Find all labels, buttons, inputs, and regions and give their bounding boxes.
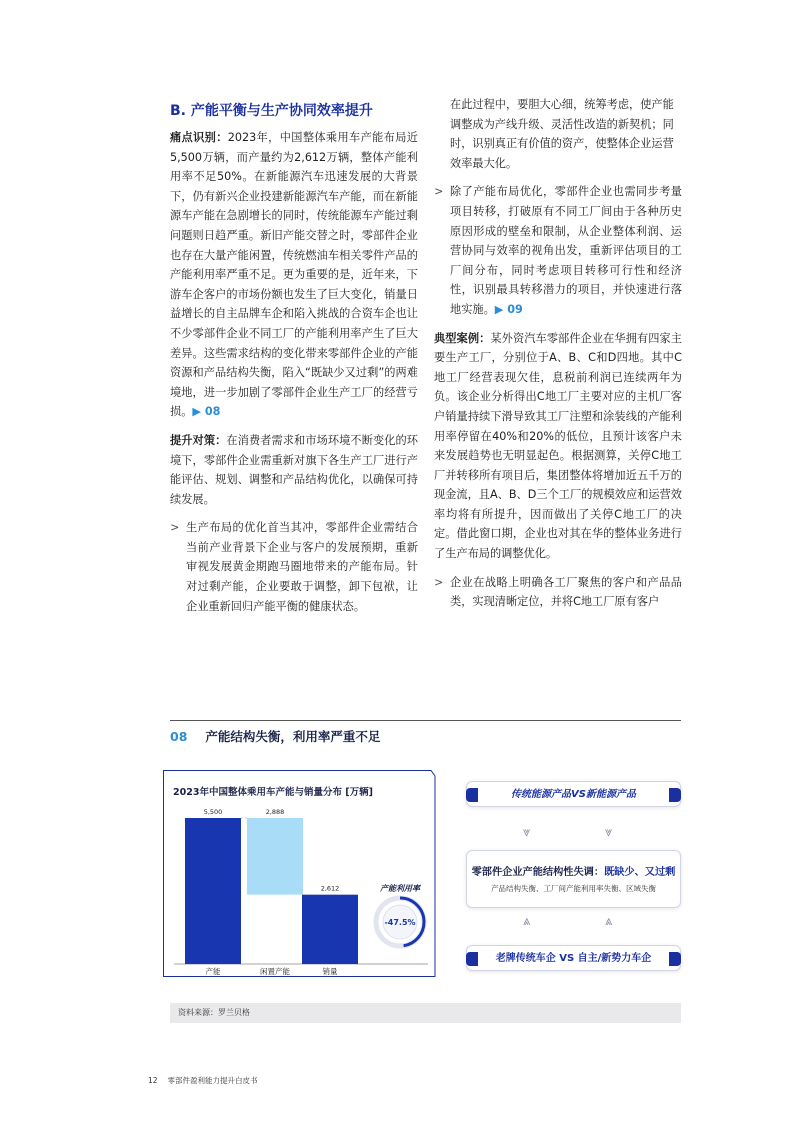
bar-value-label: 2,888 xyxy=(265,808,285,816)
pill-cap xyxy=(669,952,681,966)
bar-value-label: 5,500 xyxy=(203,808,223,816)
pill-cap xyxy=(466,788,478,802)
bullet-mark: > xyxy=(170,521,180,535)
pain-point-paragraph xyxy=(170,128,418,422)
flow-middle-subtitle: 产品结构失衡、工厂间产能利用率失衡、区域失衡 xyxy=(491,884,656,893)
bullet-text: 除了产能布局优化，零部件企业也需同步考量项目转移，打破原有不同工厂间由于各种历史原因形成的壁垒和限制，从企业整体利润、运营协同与效率的视角出发，重新评估项目的工厂间分布，同时考虑项目转移可行性和经济性，识别最具转移潜力的项目，并快速进行落地实施。 xyxy=(450,185,682,316)
figure-number: 08 xyxy=(170,729,188,744)
flow-bottom-label: 老牌传统车企 VS 自主/新势力车企 xyxy=(495,953,652,964)
chart-title: 2023年中国整体乘用车产能与销量分布 [万辆] xyxy=(173,787,373,798)
utilization-label: 产能利用率 xyxy=(380,884,420,893)
section-title: B. 产能平衡与生产协同效率提升 xyxy=(170,103,373,119)
utilization-value: -47.5% xyxy=(384,918,416,927)
pain-point-lead: 痛点识别： xyxy=(170,131,228,144)
chevron-down-icon: ⩔ xyxy=(605,825,613,840)
measure-paragraph xyxy=(170,431,418,509)
figure-divider xyxy=(170,720,681,721)
continued-text: 在此过程中，要胆大心细，统筹考虑，使产能调整成为产线升级、灵活性改造的新契机；同时，识别真正有价值的资产，使整体企业运营效率最大化。 xyxy=(450,98,674,170)
bullet-text: 生产布局的优化首当其冲，零部件企业需结合当前产业背景下企业与客户的发展预期，重新审视发展黄金期跑马圈地带来的产能布局。针对过剩产能，企业要敢于调整，卸下包袱，让企业重新回归产能平衡的健康状态。 xyxy=(186,521,418,613)
pill-cap xyxy=(466,952,478,966)
case-lead: 典型案例： xyxy=(434,331,491,345)
case-text: 某外资汽车零部件企业在华拥有四家主要生产工厂，分别位于A、B、C和D四地。其中C地工厂经营表现欠佳，息税前利润已连续两年为负。该企业分析得出C地工厂主要对应的主机厂客户销量持续下滑导致其工厂注塑和涂装线的产能利用率停留在40%和20%的低位，且预计该客户未来发展趋势也无明显起色。根据测算，关停C地工厂并转移所有项目后，集团整体将增加近五千万的现金流，且A、B、D三个工厂的规模效应和运营效率均将有所提升，因而做出了关停C地工厂的决定。借此窗口期，企业也对其在华的整体业务进行了生产布局的调整优化。 xyxy=(434,331,682,561)
figure-source: 资料来源：罗兰贝格 xyxy=(170,1003,681,1023)
bullet-mark: > xyxy=(434,575,444,589)
bullet-strategy xyxy=(434,573,682,612)
flow-top-box xyxy=(466,781,681,807)
bar-value-label: 2,612 xyxy=(320,884,340,893)
chevron-up-icon: ⩓ xyxy=(605,914,613,929)
bar-1 xyxy=(185,818,241,964)
figure-ref-09[interactable]: ▶ 09 xyxy=(494,302,523,316)
page-number: 12 xyxy=(148,1076,158,1085)
measure-text: 在消费者需求和市场环境不断变化的环境下，零部件企业需重新对旗下各生产工厂进行产能评估、规划、调整和产品结构优化，以确保可持续发展。 xyxy=(170,433,418,506)
pain-point-text: 2023年，中国整体乘用车产能布局近5,500万辆，而产量约为2,612万辆，整体产能利用率不足50%。在新能源汽车迅速发展的大背景下，仍有新兴企业投建新能源汽车产能，而在新能源车产能在急剧增长的同时，传统能源车产能过剩问题则日趋严重。新旧产能交替之时，零部件企业也存在大量产能闲置，传统燃油车相关零件产品的产能利用率严重不足。更为重要的是，近年来，下游车企客户的市场份额也发生了巨大变化，销量日益增长的自主品牌车企和陷入挑战的合资车企也让不少零部件企业不同工厂的产能利用率产生了巨大差异。这些需求结构的变化带来零部件企业的产能资源和产品结构失衡，陷入“既缺少又过剩”的两难境地，进一步加剧了零部件企业生产工厂的经营亏损。 xyxy=(170,131,418,419)
figure-header xyxy=(170,727,380,745)
flow-top-label: 传统能源产品VS新能源产品 xyxy=(511,789,636,800)
bar-2 xyxy=(247,818,303,895)
chevron-down-icon: ⩔ xyxy=(523,825,531,840)
flow-middle-title xyxy=(467,863,680,878)
flow-bottom-box xyxy=(466,945,681,971)
bullet-text: 企业在战略上明确各工厂聚焦的客户和产品品类，实现清晰定位，并将C地工厂原有客户 xyxy=(450,575,682,609)
figure-ref-08[interactable]: ▶ 08 xyxy=(192,405,221,419)
bar-3 xyxy=(302,895,358,964)
capacity-chart xyxy=(163,770,438,980)
chart-bars xyxy=(185,808,358,976)
case-paragraph xyxy=(434,329,682,564)
flow-middle-title-a: 零部件企业产能结构性失调： xyxy=(471,867,605,878)
chevron-up-icon: ⩓ xyxy=(523,914,531,929)
flow-middle-box xyxy=(466,850,681,908)
footer-title: 零部件盈利能力提升白皮书 xyxy=(167,1076,258,1085)
figure-title: 产能结构失衡，利用率严重不足 xyxy=(205,729,381,744)
category-label: 产能 xyxy=(205,967,221,976)
utilization-gauge xyxy=(376,883,424,946)
pill-cap xyxy=(669,788,681,802)
right-column xyxy=(434,95,682,621)
left-column xyxy=(170,95,418,625)
bullet-project-transfer xyxy=(434,182,682,319)
bullet-mark: > xyxy=(434,185,444,199)
page-footer xyxy=(148,1075,258,1086)
bullet-layout-optimization xyxy=(170,518,418,616)
flow-middle-title-b: 既缺少、又过剩 xyxy=(604,867,676,878)
category-label: 闲置产能 xyxy=(260,967,290,976)
measure-lead: 提升对策： xyxy=(170,433,227,447)
category-label: 销量 xyxy=(322,967,338,976)
